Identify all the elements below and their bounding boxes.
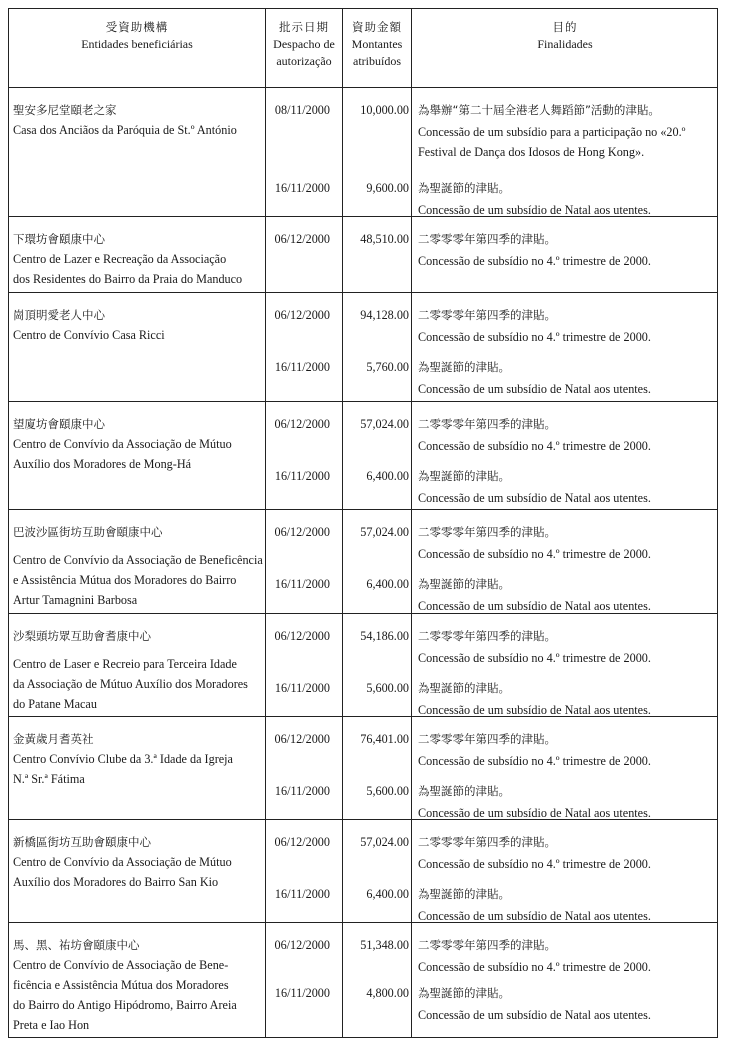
header-entities-zh: 受資助機構 bbox=[105, 20, 169, 34]
purpose-pt: Concessão de um subsídio de Natal aos utentes. bbox=[418, 382, 651, 396]
purpose-zh: 為聖誕節的津貼。 bbox=[418, 577, 510, 591]
grant-amount: 94,128.00 bbox=[360, 308, 409, 322]
purpose-zh: 二零零零年第四季的津貼。 bbox=[418, 525, 556, 539]
entity-name-zh: 金黃歲月耆英社 bbox=[13, 732, 94, 746]
entity-name-zh: 新橋區街坊互助會頤康中心 bbox=[13, 835, 151, 849]
purpose-zh: 為聖誕節的津貼。 bbox=[418, 681, 510, 695]
header-amount-zh: 資助金額 bbox=[352, 20, 402, 34]
grant-date: 16/11/2000 bbox=[274, 469, 330, 483]
purpose-zh: 為聖誕節的津貼。 bbox=[418, 360, 510, 374]
purpose-pt: Concessão de um subsídio de Natal aos utentes. bbox=[418, 806, 651, 820]
grant-amount: 48,510.00 bbox=[360, 232, 409, 246]
row-divider bbox=[9, 613, 717, 614]
grant-date: 16/11/2000 bbox=[274, 181, 330, 195]
purpose-zh: 二零零零年第四季的津貼。 bbox=[418, 417, 556, 431]
entity-name-pt: Centro de Laser e Recreio para Terceira Idade bbox=[13, 657, 237, 671]
purpose-zh: 為聖誕節的津貼。 bbox=[418, 181, 510, 195]
row-divider bbox=[9, 87, 717, 88]
entity-name-pt: do Bairro do Antigo Hipódromo, Bairro Areia bbox=[13, 998, 237, 1012]
row-divider bbox=[9, 509, 717, 510]
header-purpose-zh: 目的 bbox=[552, 20, 578, 34]
grant-date: 06/12/2000 bbox=[274, 525, 330, 539]
entity-name-pt: Centro Convívio Clube da 3.ª Idade da Igreja bbox=[13, 752, 233, 766]
grant-amount: 57,024.00 bbox=[360, 835, 409, 849]
purpose-pt: Concessão de subsídio no 4.º trimestre de 2000. bbox=[418, 547, 651, 561]
grant-date: 06/12/2000 bbox=[274, 308, 330, 322]
entity-name-pt: Auxílio dos Moradores de Mong-Há bbox=[13, 457, 192, 471]
entity-name-zh: 沙梨頭坊眾互助會耆康中心 bbox=[13, 629, 151, 643]
row-divider bbox=[9, 216, 717, 217]
entity-name-pt: Auxílio dos Moradores do Bairro San Kio bbox=[13, 875, 219, 889]
grant-date: 06/12/2000 bbox=[274, 835, 330, 849]
entity-name-pt: da Associação de Mútuo Auxílio dos Moradores bbox=[13, 677, 248, 691]
grant-amount: 9,600.00 bbox=[366, 181, 409, 195]
grant-amount: 5,600.00 bbox=[366, 784, 409, 798]
grant-amount: 57,024.00 bbox=[360, 525, 409, 539]
grant-amount: 54,186.00 bbox=[360, 629, 409, 643]
entity-name-pt: e Assistência Mútua dos Moradores do Bairro bbox=[13, 573, 237, 587]
row-divider bbox=[9, 716, 717, 717]
entity-name-pt: ficência e Assistência Mútua dos Moradores bbox=[13, 978, 229, 992]
entity-name-pt: do Patane Macau bbox=[13, 697, 97, 711]
grant-date: 06/12/2000 bbox=[274, 732, 330, 746]
grant-date: 16/11/2000 bbox=[274, 577, 330, 591]
header-date-zh: 批示日期 bbox=[279, 20, 329, 34]
grant-amount: 10,000.00 bbox=[360, 103, 409, 117]
entity-name-zh: 巴波沙區街坊互助會頤康中心 bbox=[13, 525, 163, 539]
header-amount-pt1: Montantes bbox=[351, 37, 403, 51]
grant-amount: 4,800.00 bbox=[366, 986, 409, 1000]
grant-date: 16/11/2000 bbox=[274, 681, 330, 695]
header-date-pt1: Despacho de bbox=[273, 37, 335, 51]
entity-name-pt: Centro de Convívio Casa Ricci bbox=[13, 328, 165, 342]
purpose-pt: Concessão de um subsídio de Natal aos utentes. bbox=[418, 703, 651, 717]
header-entities bbox=[9, 9, 265, 87]
purpose-zh: 為聖誕節的津貼。 bbox=[418, 887, 510, 901]
grant-amount: 6,400.00 bbox=[366, 577, 409, 591]
entity-name-pt: N.ª Sr.ª Fátima bbox=[13, 772, 85, 786]
entity-name-pt: Centro de Convívio de Associação de Bene- bbox=[13, 958, 229, 972]
entity-name-zh: 聖安多尼堂頤老之家 bbox=[13, 103, 117, 117]
purpose-pt: Concessão de subsídio no 4.º trimestre de 2000. bbox=[418, 439, 651, 453]
grant-date: 06/12/2000 bbox=[274, 938, 330, 952]
entity-name-pt: Centro de Convívio da Associação de Mútuo bbox=[13, 855, 232, 869]
purpose-pt: Concessão de um subsídio de Natal aos utentes. bbox=[418, 1008, 651, 1022]
grant-date: 16/11/2000 bbox=[274, 986, 330, 1000]
header-entities-pt: Entidades beneficiárias bbox=[81, 37, 193, 51]
entity-name-pt: Artur Tamagnini Barbosa bbox=[13, 593, 138, 607]
grant-date: 06/12/2000 bbox=[274, 417, 330, 431]
row-divider bbox=[9, 819, 717, 820]
purpose-pt: Concessão de subsídio no 4.º trimestre de 2000. bbox=[418, 254, 651, 268]
grant-amount: 6,400.00 bbox=[366, 469, 409, 483]
subsidy-table bbox=[8, 8, 718, 1038]
purpose-pt: Festival de Dança dos Idosos de Hong Kong». bbox=[418, 145, 645, 159]
header-date-pt2: autorização bbox=[276, 54, 332, 68]
row-divider bbox=[9, 401, 717, 402]
purpose-pt: Concessão de um subsídio para a participação no «20.º bbox=[418, 125, 686, 139]
grant-amount: 57,024.00 bbox=[360, 417, 409, 431]
header-amount-pt2: atribuídos bbox=[353, 54, 401, 68]
column-divider bbox=[411, 9, 412, 1037]
purpose-pt: Concessão de um subsídio de Natal aos utentes. bbox=[418, 491, 651, 505]
grant-amount: 76,401.00 bbox=[360, 732, 409, 746]
entity-name-pt: Centro de Convívio da Associação de Mútuo bbox=[13, 437, 232, 451]
entity-name-zh: 望廈坊會頤康中心 bbox=[13, 417, 105, 431]
purpose-pt: Concessão de subsídio no 4.º trimestre de 2000. bbox=[418, 857, 651, 871]
purpose-pt: Concessão de um subsídio de Natal aos utentes. bbox=[418, 203, 651, 217]
row-divider bbox=[9, 922, 717, 923]
entity-name-zh: 馬、黑、祐坊會頤康中心 bbox=[13, 938, 140, 952]
purpose-pt: Concessão de subsídio no 4.º trimestre de 2000. bbox=[418, 330, 651, 344]
purpose-zh: 二零零零年第四季的津貼。 bbox=[418, 938, 556, 952]
purpose-zh: 為聖誕節的津貼。 bbox=[418, 986, 510, 1000]
entity-name-zh: 下環坊會頤康中心 bbox=[13, 232, 105, 246]
purpose-pt: Concessão de subsídio no 4.º trimestre de 2000. bbox=[418, 651, 651, 665]
entity-name-pt: dos Residentes do Bairro da Praia do Manduco bbox=[13, 272, 243, 286]
purpose-zh: 二零零零年第四季的津貼。 bbox=[418, 629, 556, 643]
grant-date: 08/11/2000 bbox=[274, 103, 330, 117]
grant-amount: 5,760.00 bbox=[366, 360, 409, 374]
entity-name-pt: Casa dos Anciãos da Paróquia de St.º António bbox=[13, 123, 237, 137]
grant-amount: 51,348.00 bbox=[360, 938, 409, 952]
header-purpose-pt: Finalidades bbox=[537, 37, 593, 51]
purpose-pt: Concessão de subsídio no 4.º trimestre de 2000. bbox=[418, 960, 651, 974]
purpose-pt: Concessão de um subsídio de Natal aos utentes. bbox=[418, 909, 651, 923]
purpose-zh: 為舉辦“第二十屆全港老人舞蹈節”活動的津貼。 bbox=[418, 103, 660, 117]
entity-name-zh: 崗頂明愛老人中心 bbox=[13, 308, 105, 322]
entity-name-pt: Centro de Convívio da Associação de Beneficência bbox=[13, 553, 263, 567]
grant-date: 06/12/2000 bbox=[274, 232, 330, 246]
entity-name-pt: Preta e Iao Hon bbox=[13, 1018, 90, 1032]
entity-name-pt: Centro de Lazer e Recreação da Associação bbox=[13, 252, 227, 266]
header-date bbox=[266, 9, 342, 87]
grant-date: 16/11/2000 bbox=[274, 360, 330, 374]
purpose-pt: Concessão de subsídio no 4.º trimestre de 2000. bbox=[418, 754, 651, 768]
header-amount bbox=[343, 9, 411, 87]
purpose-pt: Concessão de um subsídio de Natal aos utentes. bbox=[418, 599, 651, 613]
grant-date: 06/12/2000 bbox=[274, 629, 330, 643]
purpose-zh: 二零零零年第四季的津貼。 bbox=[418, 308, 556, 322]
grant-amount: 6,400.00 bbox=[366, 887, 409, 901]
purpose-zh: 為聖誕節的津貼。 bbox=[418, 784, 510, 798]
header-purpose bbox=[412, 9, 718, 87]
purpose-zh: 二零零零年第四季的津貼。 bbox=[418, 232, 556, 246]
grant-date: 16/11/2000 bbox=[274, 784, 330, 798]
grant-amount: 5,600.00 bbox=[366, 681, 409, 695]
grant-date: 16/11/2000 bbox=[274, 887, 330, 901]
purpose-zh: 為聖誕節的津貼。 bbox=[418, 469, 510, 483]
row-divider bbox=[9, 292, 717, 293]
purpose-zh: 二零零零年第四季的津貼。 bbox=[418, 732, 556, 746]
purpose-zh: 二零零零年第四季的津貼。 bbox=[418, 835, 556, 849]
